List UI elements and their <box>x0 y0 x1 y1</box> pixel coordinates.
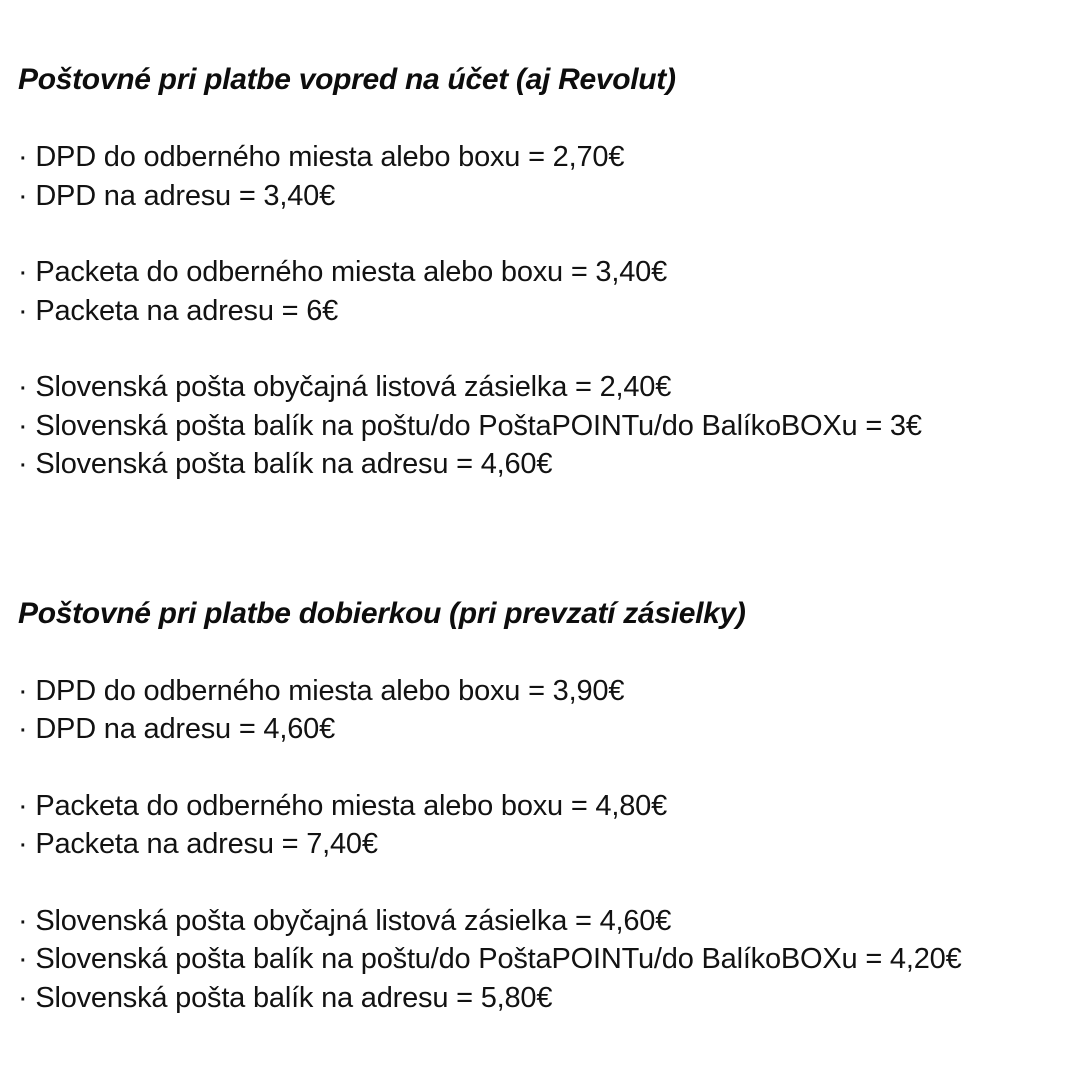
carrier-group-dpd <box>18 138 1062 215</box>
carrier-group-slovenska-posta <box>18 368 1062 484</box>
price-line: · Slovenská pošta balík na poštu/do PoštaPOINTu/do BalíkoBOXu = 3€ <box>18 409 922 442</box>
price-line: · DPD do odberného miesta alebo boxu = 3,90€ <box>18 674 625 707</box>
price-line: · DPD na adresu = 3,40€ <box>18 179 336 212</box>
price-line: · Slovenská pošta balík na adresu = 5,80€ <box>18 981 553 1014</box>
section-title-payment-in-advance: Poštovné pri platbe vopred na účet (aj Revolut) <box>18 63 676 96</box>
section-cash-on-delivery <box>18 484 1062 1018</box>
section-payment-in-advance <box>18 0 1062 484</box>
price-line: · Packeta na adresu = 6€ <box>18 294 339 327</box>
price-line: · Slovenská pošta obyčajná listová zásielka = 4,60€ <box>18 904 672 937</box>
price-line: · DPD na adresu = 4,60€ <box>18 713 336 745</box>
price-line: · Slovenská pošta balík na poštu/do PoštaPOINTu/do BalíkoBOXu = 4,20€ <box>18 943 962 975</box>
carrier-group-packeta <box>18 787 1062 864</box>
carrier-group-dpd <box>18 672 1062 749</box>
price-line: · Packeta do odberného miesta alebo boxu = 4,80€ <box>18 789 668 822</box>
carrier-group-packeta <box>18 253 1062 330</box>
price-line: · DPD do odberného miesta alebo boxu = 2,70€ <box>18 141 625 173</box>
section-title-wrap <box>18 484 1062 634</box>
section-title-wrap <box>18 0 1062 100</box>
price-line: · Slovenská pošta obyčajná listová zásielka = 2,40€ <box>18 371 672 403</box>
price-line: · Slovenská pošta balík na adresu = 4,60€ <box>18 448 553 480</box>
section-title-cash-on-delivery: Poštovné pri platbe dobierkou (pri prevzatí zásielky) <box>18 596 746 630</box>
carrier-group-slovenska-posta <box>18 902 1062 1018</box>
price-line: · Packeta do odberného miesta alebo boxu = 3,40€ <box>18 256 668 288</box>
price-line: · Packeta na adresu = 7,40€ <box>18 828 378 860</box>
